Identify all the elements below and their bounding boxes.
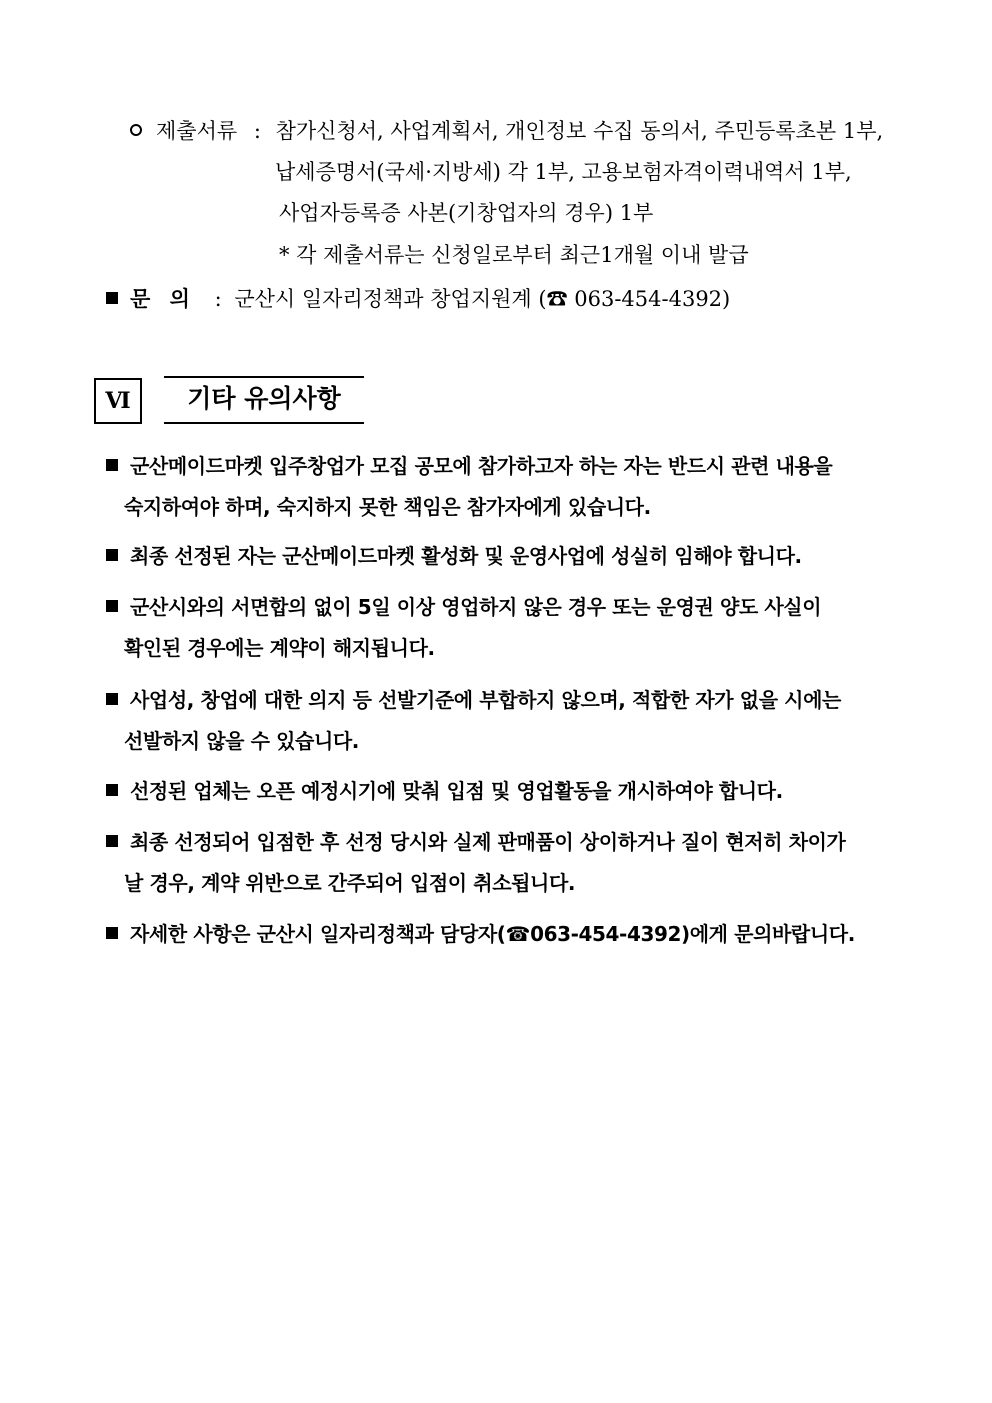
list-item: [106, 914, 906, 955]
square-bullet-icon: [106, 292, 118, 304]
list-item: [106, 536, 906, 577]
note-7-line1: 자세한 사항은 군산시 일자리정책과 담당자(☎063-454-4392)에게 문의바랍니다.: [130, 922, 855, 946]
note-4-line1: 사업성, 창업에 대한 의지 등 선발기준에 부합하지 않으며, 적합한 자가 없을 시에는: [130, 688, 841, 712]
list-item: [106, 680, 906, 762]
note-5-line1: 선정된 업체는 오픈 예정시기에 맞춰 입점 및 영업활동을 개시하여야 합니다.: [130, 779, 783, 803]
inquiry-text: 군산시 일자리정책과 창업지원계 (☎ 063-454-4392): [234, 287, 731, 311]
section-number: Ⅵ: [94, 378, 142, 424]
note-3-line1: 군산시와의 서면합의 없이 5일 이상 영업하지 않은 경우 또는 운영권 양도 사실이: [130, 595, 822, 619]
submission-line2: 납세증명서(국세·지방세) 각 1부, 고용보험자격이력내역서 1부,: [275, 160, 852, 184]
inquiry-label: 문 의: [130, 287, 196, 311]
note-4-line2: 선발하지 않을 수 있습니다.: [124, 729, 360, 753]
submission-line3: 사업자등록증 사본(기창업자의 경우) 1부: [279, 201, 654, 225]
submission-line1: 참가신청서, 사업계획서, 개인정보 수집 동의서, 주민등록초본 1부,: [275, 119, 884, 143]
square-bullet-icon: [106, 784, 118, 796]
note-1-line2: 숙지하여야 하며, 숙지하지 못한 책임은 참가자에게 있습니다.: [124, 495, 651, 519]
list-item: [106, 771, 906, 812]
square-bullet-icon: [106, 927, 118, 939]
inquiry-colon: :: [214, 287, 222, 311]
square-bullet-icon: [106, 835, 118, 847]
square-bullet-icon: [106, 459, 118, 471]
submission-row: [130, 116, 883, 146]
circle-bullet-icon: [130, 124, 142, 136]
note-2-line1: 최종 선정된 자는 군산메이드마켓 활성화 및 운영사업에 성실히 임해야 합니다.: [130, 544, 802, 568]
square-bullet-icon: [106, 693, 118, 705]
list-item: [106, 587, 906, 669]
square-bullet-icon: [106, 549, 118, 561]
note-6-line1: 최종 선정되어 입점한 후 선정 당시와 실제 판매품이 상이하거나 질이 현저히 차이가: [130, 830, 846, 854]
note-3-line2: 확인된 경우에는 계약이 해지됩니다.: [124, 636, 435, 660]
submission-colon: :: [253, 119, 261, 143]
note-1-line1: 군산메이드마켓 입주창업가 모집 공모에 참가하고자 하는 자는 반드시 관련 내용을: [130, 454, 833, 478]
submission-note: * 각 제출서류는 신청일로부터 최근1개월 이내 발급: [279, 243, 749, 267]
submission-label: 제출서류: [156, 119, 238, 143]
note-6-line2: 날 경우, 계약 위반으로 간주되어 입점이 취소됩니다.: [124, 871, 576, 895]
inquiry-row: [106, 284, 730, 314]
square-bullet-icon: [106, 600, 118, 612]
list-item: [106, 822, 906, 904]
list-item: [106, 446, 906, 528]
section-title: 기타 유의사항: [164, 376, 364, 424]
